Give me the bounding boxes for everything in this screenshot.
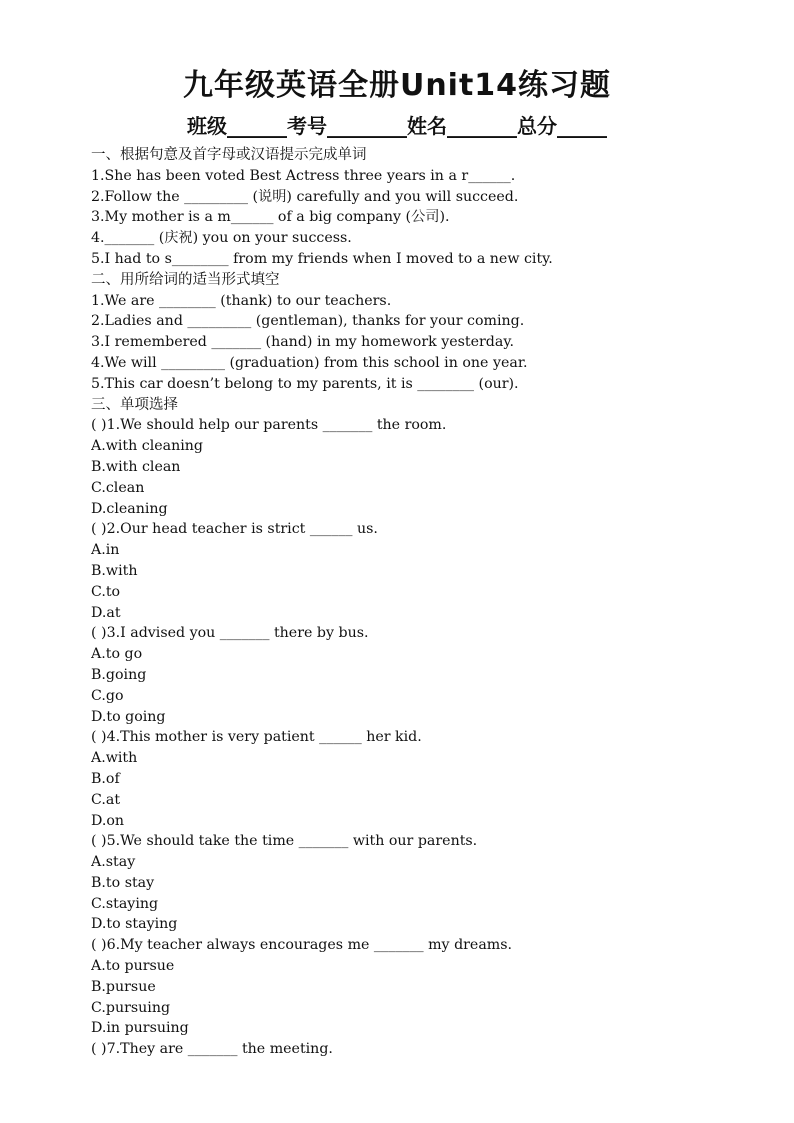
exercise-line: ( )1.We should help our parents _______ the room.: [91, 417, 447, 434]
exercise-line: B.of: [91, 770, 120, 787]
exercise-line: 5.I had to s________ from my friends when I moved to a new city.: [91, 250, 553, 267]
exercise-line: ( )6.My teacher always encourages me _______ my dreams.: [91, 937, 513, 954]
exercise-line: B.to stay: [91, 874, 155, 891]
exercise-line: 3.My mother is a m______ of a big company (公司).: [91, 209, 450, 226]
exercise-line: B.with clean: [91, 458, 181, 475]
exercise-line: D.to staying: [91, 916, 178, 933]
page-title: 九年级英语全册Unit14练习题: [182, 68, 612, 103]
exercise-line: C.at: [91, 791, 121, 808]
exercise-line: 3.I remembered _______ (hand) in my homework yesterday.: [91, 334, 514, 351]
exercise-line: A.in: [91, 542, 120, 559]
section-heading: 二、用所给词的适当形式填空: [91, 271, 280, 288]
exercise-line: 5.This car doesn’t belong to my parents, it is ________ (our).: [91, 375, 519, 392]
exercise-line: A.with: [91, 750, 138, 767]
exercise-line: D.in pursuing: [91, 1020, 189, 1037]
exercise-line: C.go: [91, 687, 124, 704]
exercise-line: A.stay: [91, 854, 136, 871]
exercise-line: ( )7.They are _______ the meeting.: [91, 1041, 333, 1058]
exercise-line: D.cleaning: [91, 500, 168, 517]
exercise-line: 2.Ladies and _________ (gentleman), thanks for your coming.: [91, 313, 525, 330]
exercise-line: ( )2.Our head teacher is strict ______ us.: [91, 521, 378, 538]
student-info-line: 班级______考号________姓名_______总分_____: [187, 114, 607, 138]
section-heading: 三、单项选择: [91, 396, 178, 413]
exercise-line: ( )4.This mother is very patient ______ her kid.: [91, 729, 422, 746]
exercise-line: ( )5.We should take the time _______ with our parents.: [91, 833, 478, 850]
exercise-line: A.with cleaning: [91, 438, 204, 455]
exercise-line: C.clean: [91, 479, 145, 496]
exercise-line: B.going: [91, 666, 147, 683]
exercise-line: B.pursue: [91, 978, 156, 995]
section-heading: 一、根据句意及首字母或汉语提示完成单词: [91, 147, 367, 163]
exercise-line: 4.We will _________ (graduation) from this school in one year.: [91, 354, 528, 371]
exercise-line: C.to: [91, 583, 121, 600]
exercise-line: ( )3.I advised you _______ there by bus.: [91, 625, 369, 642]
exercise-line: C.staying: [91, 895, 159, 912]
exercise-line: A.to pursue: [91, 958, 175, 975]
exercise-line: 2.Follow the _________ (说明) carefully and you will succeed.: [91, 188, 519, 205]
exercise-line: 1.We are ________ (thank) to our teachers.: [91, 292, 392, 309]
exercise-line: D.to going: [91, 708, 166, 725]
exercise-line: 1.She has been voted Best Actress three years in a r______.: [91, 167, 516, 184]
exercise-line: D.at: [91, 604, 121, 621]
exercise-line: B.with: [91, 562, 138, 579]
exercise-line: D.on: [91, 812, 125, 829]
exercise-line: C.pursuing: [91, 999, 171, 1016]
exercise-line: A.to go: [91, 646, 143, 663]
exercise-line: 4._______ (庆祝) you on your success.: [91, 230, 352, 247]
exercise-lines: [91, 145, 771, 1060]
